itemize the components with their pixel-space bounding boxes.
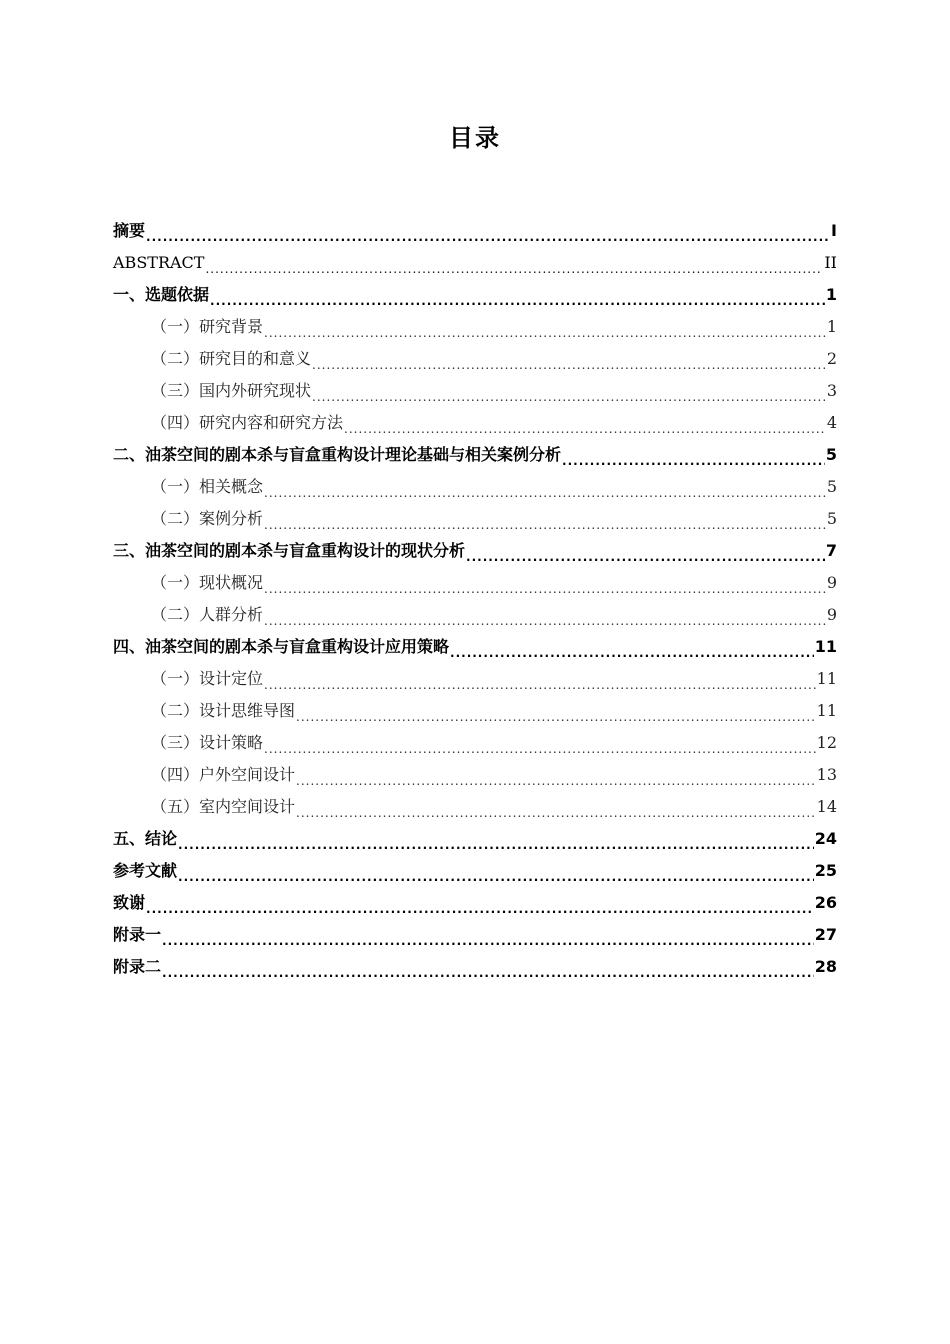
toc-page-number: 4 (826, 413, 837, 432)
toc-entry-section[interactable] (113, 791, 837, 823)
toc-page-number: 1 (825, 285, 837, 304)
toc-entry-text: 附录一 (113, 925, 162, 944)
toc-entry-text: （二）研究目的和意义 (151, 349, 312, 368)
toc-entry-text: （四）研究内容和研究方法 (151, 413, 344, 432)
toc-leader-dots (178, 855, 814, 887)
toc-entry-text: （一）现状概况 (151, 573, 264, 592)
toc-entry-section[interactable] (113, 471, 837, 503)
toc-leader-dots (312, 375, 826, 407)
toc-leader-dots (162, 951, 814, 983)
toc-leader-dots (264, 471, 826, 503)
toc-page-number: 11 (816, 701, 837, 720)
toc-leader-dots (146, 215, 828, 247)
toc-entry-section[interactable] (113, 663, 837, 695)
toc-entry-appendix-2[interactable] (113, 951, 837, 983)
toc-leader-dots (264, 503, 826, 535)
toc-entry-text: 参考文献 (113, 861, 178, 880)
toc-entry-text: （一）研究背景 (151, 317, 264, 336)
toc-leader-dots (178, 823, 814, 855)
toc-leader-dots (562, 439, 825, 471)
toc-entry-text: 二、油茶空间的剧本杀与盲盒重构设计理论基础与相关案例分析 (113, 445, 562, 464)
toc-page-number: 5 (826, 477, 837, 496)
toc-entry-text: （一）设计定位 (151, 669, 264, 688)
toc-leader-dots (210, 279, 825, 311)
toc-entry-text: 附录二 (113, 957, 162, 976)
toc-page-number: 26 (814, 893, 837, 912)
page-title: 目录 (449, 124, 501, 152)
toc-page-number: 11 (816, 669, 837, 688)
toc-page-number: 28 (814, 957, 837, 976)
toc-page-number: 5 (825, 445, 837, 464)
toc-leader-dots (344, 407, 826, 439)
toc-entry-text: 一、选题依据 (113, 285, 210, 304)
toc-leader-dots (146, 887, 814, 919)
toc-page-number: II (824, 253, 837, 272)
toc-leader-dots (205, 247, 823, 279)
toc-entry-text: （三）设计策略 (151, 733, 264, 752)
toc-leader-dots (264, 727, 816, 759)
toc-entry-chapter-1[interactable] (113, 279, 837, 311)
toc-entry-abstract-en[interactable] (113, 247, 837, 279)
toc-leader-dots (466, 535, 825, 567)
toc-entry-text: 五、结论 (113, 829, 178, 848)
toc-entry-section[interactable] (113, 375, 837, 407)
toc-entry-section[interactable] (113, 311, 837, 343)
toc-entry-text: 四、油茶空间的剧本杀与盲盒重构设计应用策略 (113, 637, 450, 656)
toc-leader-dots (264, 663, 816, 695)
toc-entry-references[interactable] (113, 855, 837, 887)
toc-entry-text: （二）人群分析 (151, 605, 264, 624)
toc-leader-dots (264, 567, 826, 599)
toc-entry-text: （二）设计思维导图 (151, 701, 296, 720)
toc-entry-text: （二）案例分析 (151, 509, 264, 528)
toc-entry-section[interactable] (113, 695, 837, 727)
toc-page-number: 5 (826, 509, 837, 528)
toc-leader-dots (296, 791, 816, 823)
toc-entry-appendix-1[interactable] (113, 919, 837, 951)
toc-entry-chapter-3[interactable] (113, 535, 837, 567)
toc-entry-section[interactable] (113, 599, 837, 631)
toc-entry-text: （五）室内空间设计 (151, 797, 296, 816)
toc-leader-dots (296, 695, 816, 727)
toc-page-number: 27 (814, 925, 837, 944)
toc-page-number: 25 (814, 861, 837, 880)
toc-entry-text: 摘要 (113, 221, 146, 240)
toc-entry-section[interactable] (113, 407, 837, 439)
toc-leader-dots (264, 599, 826, 631)
toc-entry-text: （一）相关概念 (151, 477, 264, 496)
toc-entry-chapter-2[interactable] (113, 439, 837, 471)
toc-entry-text: 致谢 (113, 893, 146, 912)
toc-page-number: 1 (826, 317, 837, 336)
toc-page-number: 12 (816, 733, 837, 752)
table-of-contents (113, 215, 837, 983)
toc-leader-dots (296, 759, 816, 791)
toc-entry-section[interactable] (113, 759, 837, 791)
toc-entry-section[interactable] (113, 727, 837, 759)
toc-entry-abstract-cn[interactable] (113, 215, 837, 247)
toc-entry-text: （四）户外空间设计 (151, 765, 296, 784)
toc-entry-text: 三、油茶空间的剧本杀与盲盒重构设计的现状分析 (113, 541, 466, 560)
toc-entry-section[interactable] (113, 343, 837, 375)
toc-page-number: 2 (826, 349, 837, 368)
toc-entry-acknowledgements[interactable] (113, 887, 837, 919)
toc-page-number: 9 (826, 605, 837, 624)
toc-leader-dots (312, 343, 826, 375)
toc-entry-text: ABSTRACT (113, 253, 205, 272)
toc-entry-chapter-4[interactable] (113, 631, 837, 663)
toc-leader-dots (162, 919, 814, 951)
toc-page-number: 3 (826, 381, 837, 400)
toc-leader-dots (450, 631, 814, 663)
toc-page-number: I (831, 221, 837, 240)
toc-page-number: 13 (816, 765, 837, 784)
toc-leader-dots (264, 311, 826, 343)
toc-page-number: 7 (825, 541, 837, 560)
toc-page-number: 14 (816, 797, 837, 816)
toc-entry-section[interactable] (113, 503, 837, 535)
toc-page-number: 24 (814, 829, 837, 848)
toc-entry-chapter-5[interactable] (113, 823, 837, 855)
toc-entry-text: （三）国内外研究现状 (151, 381, 312, 400)
toc-page-number: 11 (814, 637, 837, 656)
toc-entry-section[interactable] (113, 567, 837, 599)
toc-page-number: 9 (826, 573, 837, 592)
